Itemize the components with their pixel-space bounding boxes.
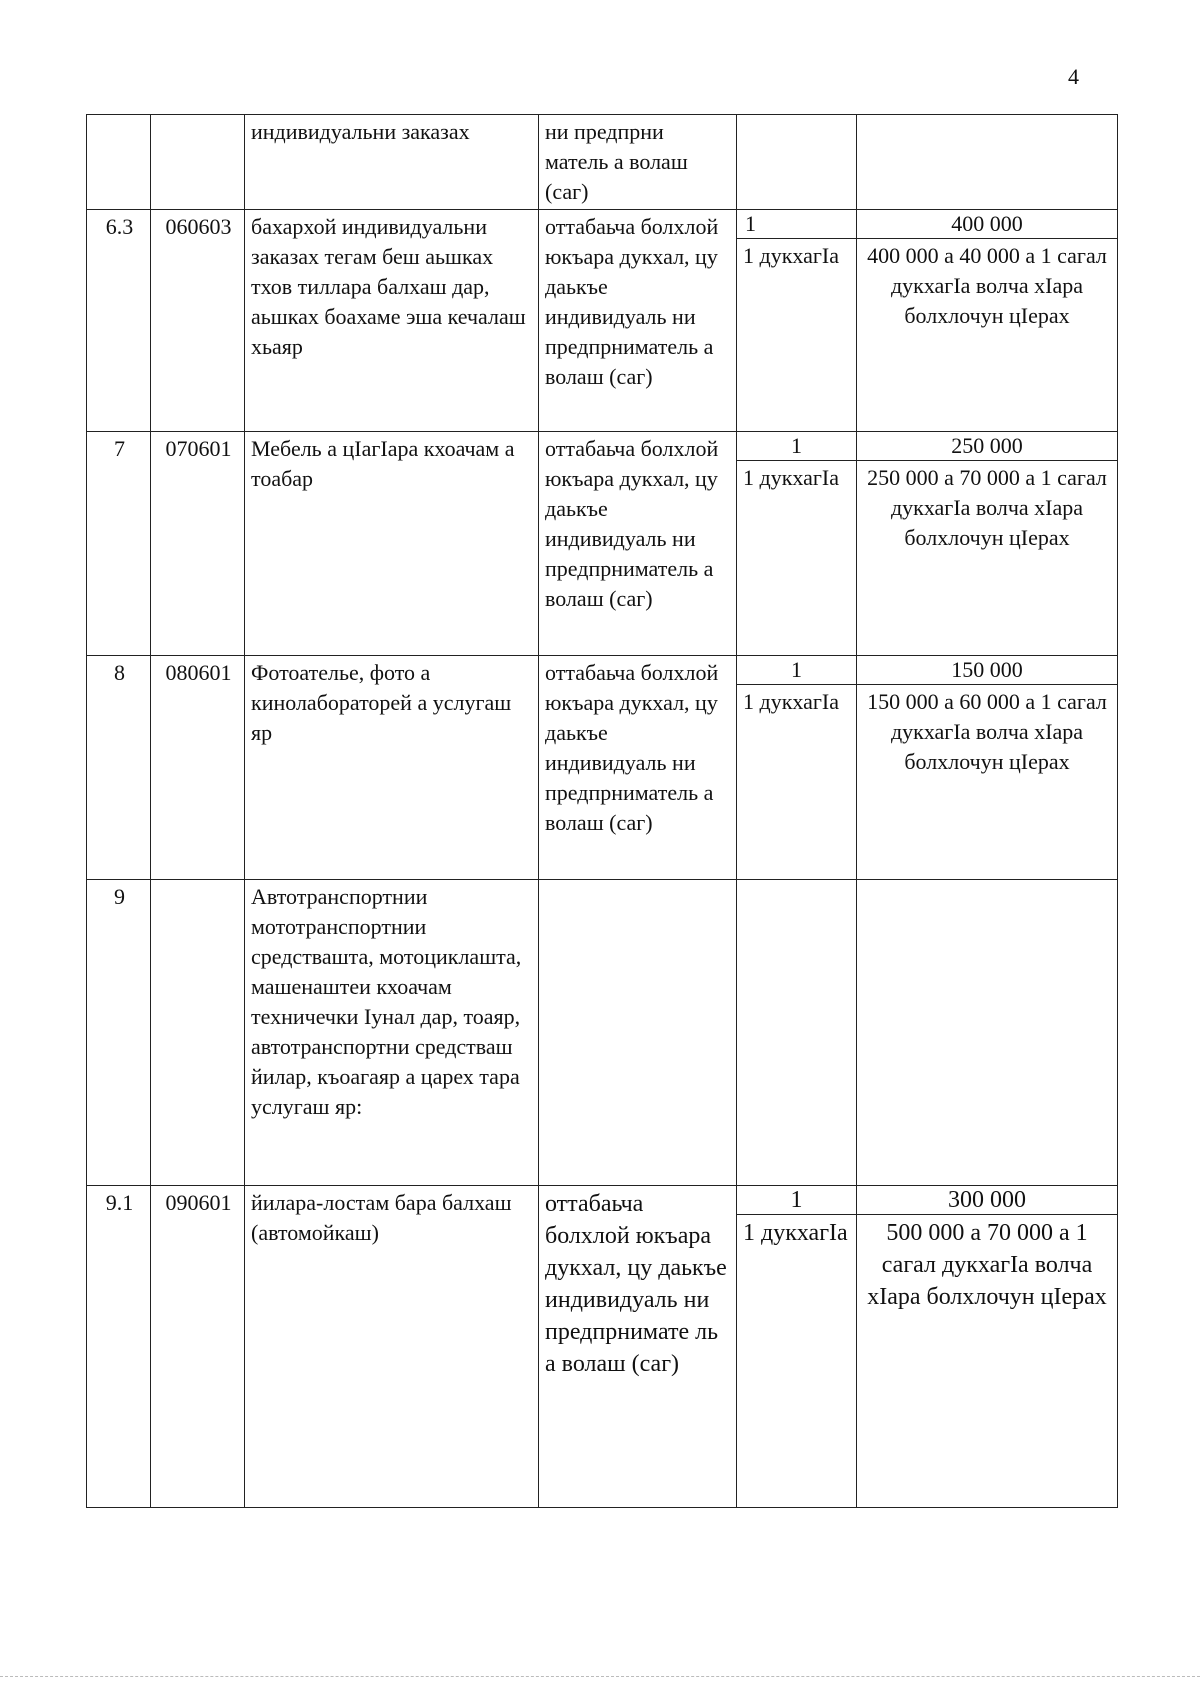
activity-name: Автотранспортнии мототранспортнии средствашта, мотоциклашта, машенаштеи кхоачам техничечки Iунал дар, тоаяр, автотранспортни средстваш йилар, къоагаяр а царех тара услугаш яр: [245,880,539,1186]
subject-description: оттабаьча болхлой юкъара дукхал, цу даькъе индивидуаль ни предпрниматель а волаш (саг) [539,432,737,656]
table-row [87,210,1118,432]
amount-extra: 500 000 а 70 000 а 1 сагал дукхагIа волча хIара болхлочун цIерах [867,1220,1107,1310]
amount-extra: 150 000 а 60 000 а 1 сагал дукхагIа волча хIара болхлочун цIерах [867,689,1107,774]
table-row [87,115,1118,210]
amount-cell [857,880,1118,1186]
amount-cell [857,210,1118,432]
quantity-cell [737,210,857,432]
subject-description: оттабаьча болхлой юкъара дукхал, цу даькъе индивидуаль ни предпрниматель а волаш (саг) [539,656,737,880]
activity-name: индивидуальни заказах [245,115,539,210]
quantity-extra: 1 дукхагIа [743,1220,848,1246]
amount-cell [857,432,1118,656]
quantity-extra: 1 дукхагIа [743,243,839,268]
quantity-extra: 1 дукхагIа [743,689,839,714]
row-code: 090601 [151,1186,245,1508]
quantity-base: 1 [737,1186,856,1215]
quantity-cell [737,656,857,880]
row-code: 070601 [151,432,245,656]
row-number: 8 [87,656,151,880]
amount-base: 150 000 [857,656,1117,685]
quantity-cell [737,880,857,1186]
amount-extra: 400 000 а 40 000 а 1 сагал дукхагIа волча хIара болхлочун цIерах [867,243,1107,328]
row-code [151,880,245,1186]
subject-description: ни предпрни матель а волаш (саг) [539,115,737,210]
activity-name: бахархой индивидуальни заказах тегам беш аьшках тхов тиллара балхаш дар, аьшках боахаме эша кечалаш хьаяр [245,210,539,432]
amount-base: 400 000 [857,210,1117,239]
row-code: 060603 [151,210,245,432]
quantity-extra: 1 дукхагIа [743,465,839,490]
quantity-cell [737,1186,857,1508]
amount-cell [857,1186,1118,1508]
row-number: 6.3 [87,210,151,432]
subject-description [539,880,737,1186]
amount-base: 250 000 [857,432,1117,461]
subject-description: оттабаьча болхлой юкъара дукхал, цу даькъе индивидуаль ни предпрниматель а волаш (саг) [539,210,737,432]
table-row [87,880,1118,1186]
amount-cell [857,656,1118,880]
row-code [151,115,245,210]
activity-name: йилара-лостам бара балхаш (автомойкаш) [245,1186,539,1508]
page-footer-rule [0,1676,1200,1677]
quantity-base: 1 [737,656,856,685]
quantity-cell [737,115,857,210]
quantity-base: 1 [737,432,856,461]
row-number: 9 [87,880,151,1186]
amount-cell [857,115,1118,210]
activity-name: Мебель а цIагIара кхоачам а тоабар [245,432,539,656]
activity-name: Фотоателье, фото а кинолабораторей а услугаш яр [245,656,539,880]
amount-extra: 250 000 а 70 000 а 1 сагал дукхагIа волча хIара болхлочун цIерах [867,465,1107,550]
amount-base: 300 000 [857,1186,1117,1215]
row-number [87,115,151,210]
row-code: 080601 [151,656,245,880]
table-row [87,656,1118,880]
quantity-cell [737,432,857,656]
row-number: 7 [87,432,151,656]
tariff-table [86,114,1118,1508]
table-row [87,432,1118,656]
page-number: 4 [1068,64,1079,89]
quantity-base: 1 [737,210,856,239]
table-row [87,1186,1118,1508]
subject-description: оттабаьча болхлой юкъара дукхал, цу даькъе индивидуаль ни предпрнимате ль а волаш (саг) [539,1186,737,1508]
row-number: 9.1 [87,1186,151,1508]
